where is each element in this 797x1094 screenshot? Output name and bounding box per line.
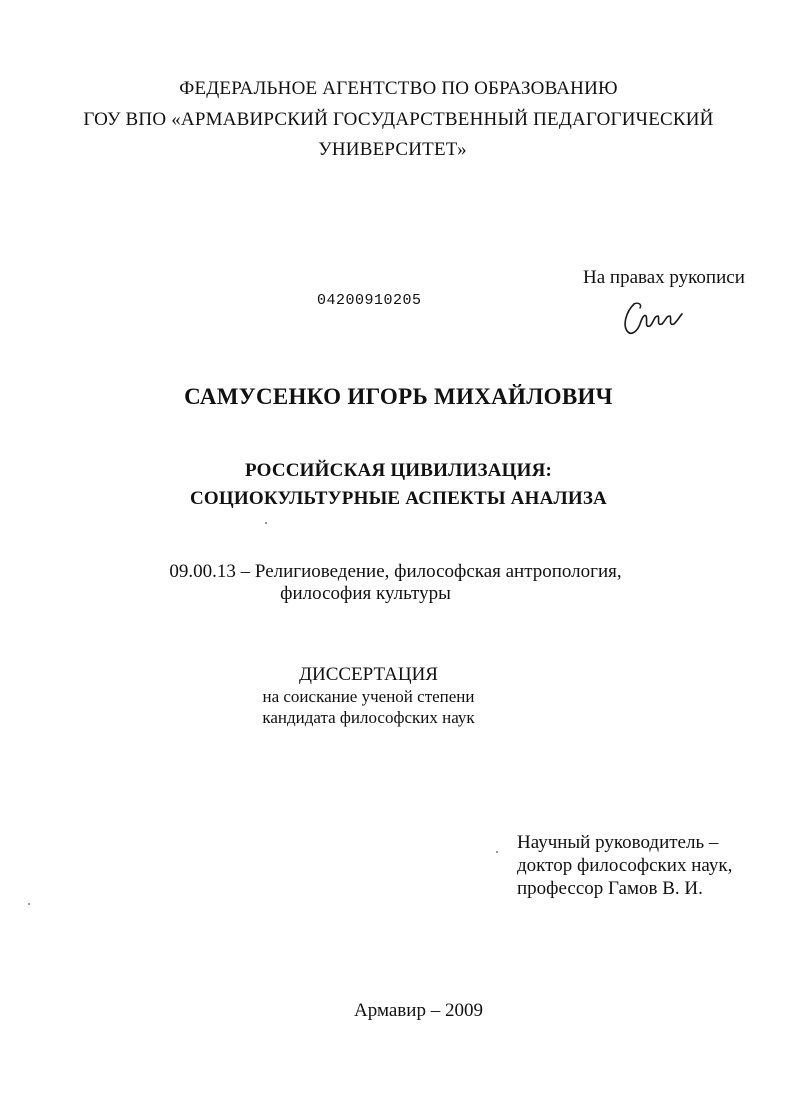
degree-field: кандидата философских наук [262,708,475,727]
supervisor-label: Научный руководитель – [517,832,719,853]
manuscript-rights-note: На правах рукописи [583,267,745,288]
work-type: ДИССЕРТАЦИЯ [299,664,438,685]
author-name: САМУСЕНКО ИГОРЬ МИХАЙЛОВИЧ [184,384,613,409]
city-year: Армавир – 2009 [354,1000,483,1021]
dissertation-title-line1: РОССИЙСКАЯ ЦИВИЛИЗАЦИЯ: [244,460,553,481]
header-agency: ФЕДЕРАЛЬНОЕ АГЕНТСТВО ПО ОБРАЗОВАНИЮ [179,78,618,99]
degree-purpose: на соискание ученой степени [262,687,475,706]
dissertation-title-line2: СОЦИОКУЛЬТУРНЫЕ АСПЕКТЫ АНАЛИЗА [190,488,607,509]
scan-speck [265,522,267,524]
inventory-number: 04200910205 [317,292,422,309]
supervisor-name: профессор Гамов В. И. [517,878,703,899]
header-university-cont: УНИВЕРСИТЕТ» [318,139,467,160]
scan-speck [496,851,498,853]
signature-icon [620,298,690,338]
supervisor-degree: доктор философских наук, [517,855,733,876]
scan-speck [28,903,30,905]
header-university: ГОУ ВПО «АРМАВИРСКИЙ ГОСУДАРСТВЕННЫЙ ПЕДАГОГИЧЕСКИЙ [83,109,714,130]
specialty-name-cont: философия культуры [280,583,451,604]
specialty-code: 09.00.13 – Религиоведение, философская антропология, [169,561,622,582]
